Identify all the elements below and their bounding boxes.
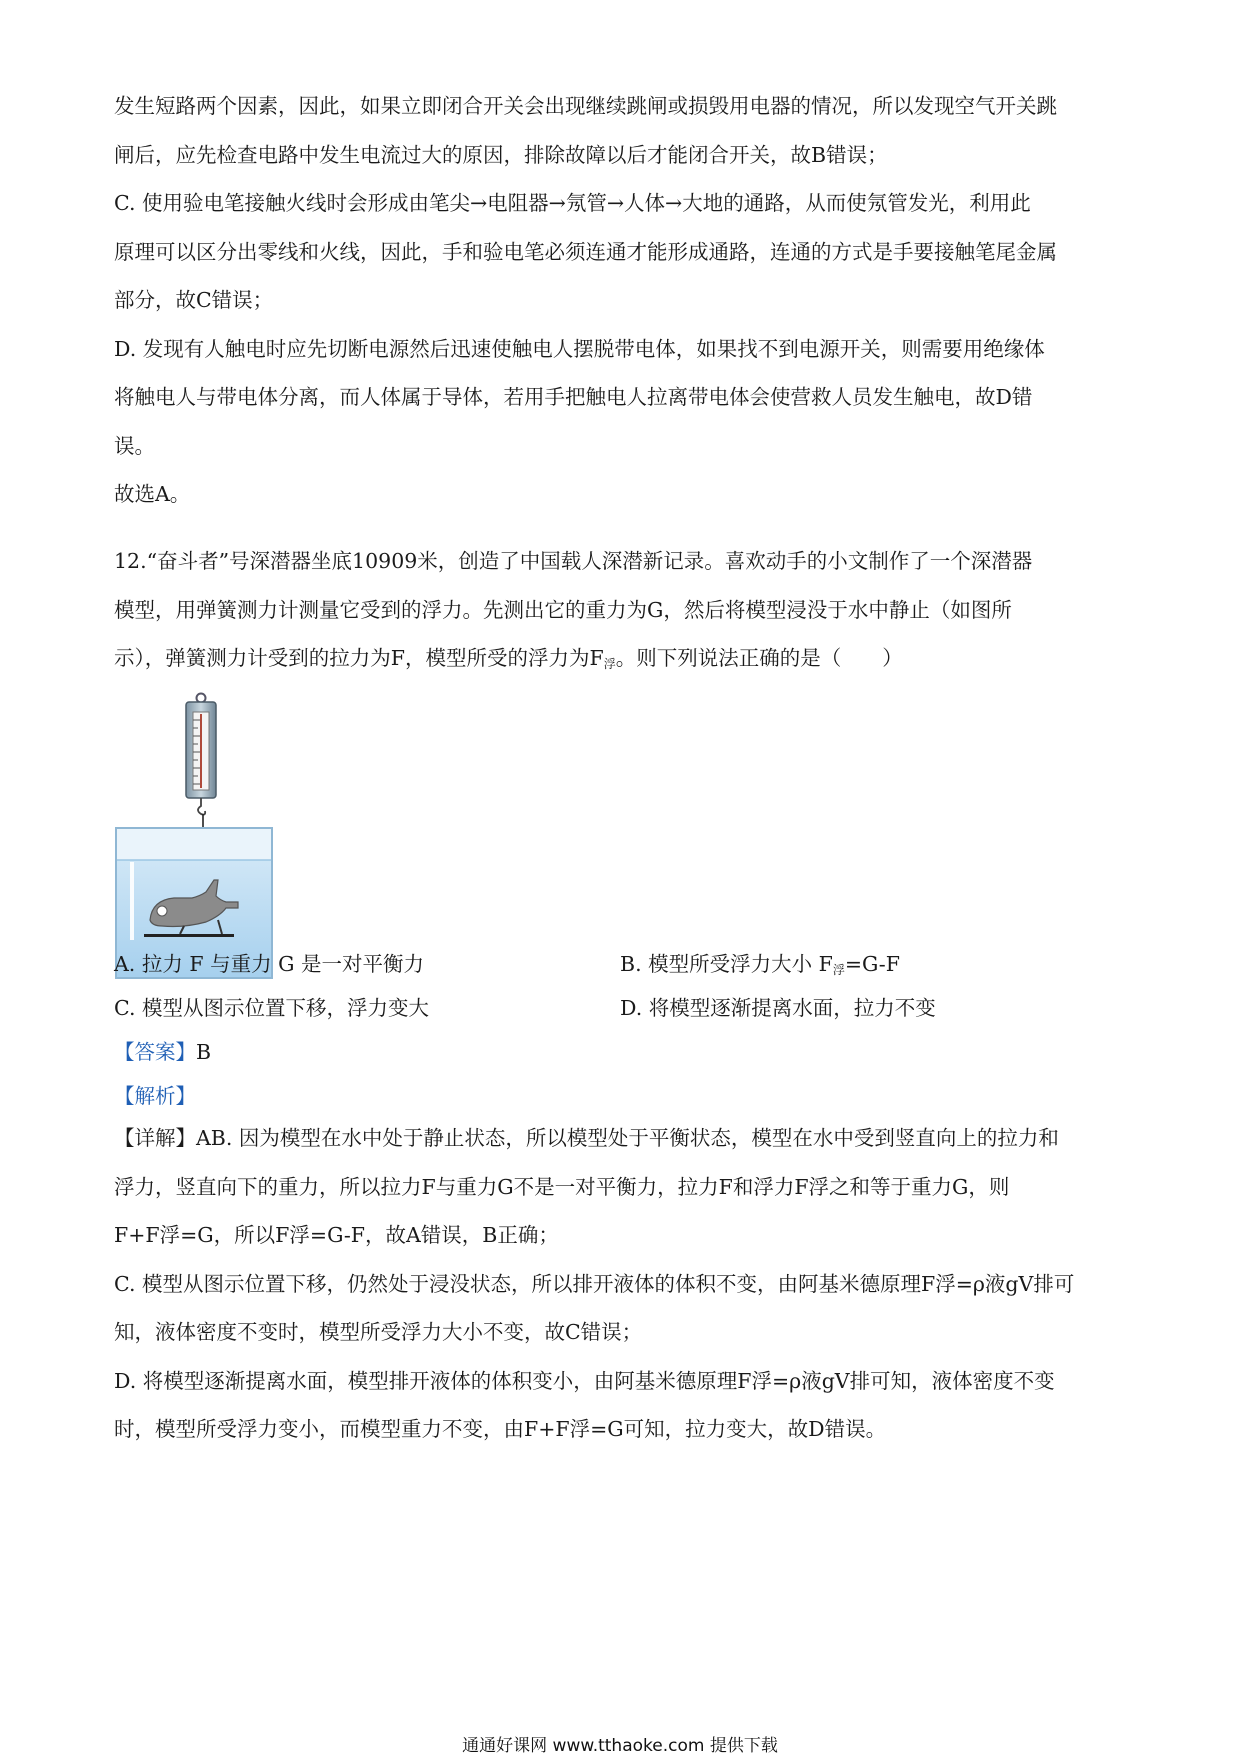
- detail-line: 浮力，竖直向下的重力，所以拉力F与重力G不是一对平衡力，拉力F和浮力F浮之和等于重力G，则: [114, 1174, 1010, 1199]
- previous-solution: [114, 82, 1134, 519]
- question-line: 模型，用弹簧测力计测量它受到的浮力。先测出它的重力为G，然后将模型浸没于水中静止（如图所: [114, 597, 1012, 622]
- text-line: 误。: [114, 433, 155, 458]
- scale-ring: [197, 694, 206, 703]
- option-a: A. 拉力 F 与重力 G 是一对平衡力: [114, 952, 425, 976]
- detail-line: 【详解】AB. 因为模型在水中处于静止状态，所以模型处于平衡状态，模型在水中受到竖直向上的拉力和: [114, 1126, 1059, 1150]
- answer-value: B: [196, 1040, 212, 1064]
- question-line: 示），弹簧测力计受到的拉力为F，模型所受的浮力为$F_浮$。则下列说法正确的是（ ）: [114, 646, 903, 671]
- text-line: D. 发现有人触电时应先切断电源然后迅速使触电人摆脱带电体，如果找不到电源开关，则需要用绝缘体: [114, 336, 1045, 361]
- text-line: 部分，故C错误；: [114, 288, 274, 312]
- analysis-tag: 【解析】: [114, 1084, 196, 1108]
- text-line: 原理可以区分出零线和火线，因此，手和验电笔必须连通才能形成通路，连通的方式是手要接触笔尾金属: [114, 239, 1057, 264]
- question-line: 12.“奋斗者”号深潜器坐底10909米，创造了中国载人深潜新记录。喜欢动手的小文制作了一个深潜器: [114, 549, 1033, 573]
- model-window: [157, 906, 167, 916]
- text-line: C. 使用验电笔接触火线时会形成由笔尖→电阻器→氖管→人体→大地的通路，从而使氖管发光，利用此: [114, 191, 1031, 215]
- option-b: B. 模型所受浮力大小 $F_浮=G-F$: [620, 952, 900, 977]
- model-stand: [144, 934, 234, 937]
- tank-highlight: [130, 862, 134, 940]
- text-line: 将触电人与带电体分离，而人体属于导体，若用手把触电人拉离带电体会使营救人员发生触电，故D错: [114, 385, 1033, 409]
- option-c: C. 模型从图示位置下移，浮力变大: [114, 996, 429, 1020]
- option-d: D. 将模型逐渐提离水面，拉力不变: [620, 996, 936, 1020]
- detail-line: C. 模型从图示位置下移，仍然处于浸没状态，所以排开液体的体积不变，由阿基米德原理F浮=ρ液gV排可: [114, 1271, 1075, 1296]
- answer-tag: 【答案】: [114, 1040, 196, 1064]
- detail-line: F+F浮=G，所以F浮=G-F，故A错误，B正确；: [114, 1223, 559, 1247]
- detail-section: [114, 1114, 1134, 1454]
- question-12: [114, 537, 1134, 689]
- detail-line: D. 将模型逐渐提离水面，模型排开液体的体积变小，由阿基米德原理F浮=ρ液gV排可知，液体密度不变: [114, 1368, 1055, 1393]
- text-line: 发生短路两个因素，因此，如果立即闭合开关会出现继续跳闸或损毁用电器的情况，所以发现空气开关跳: [114, 94, 1057, 118]
- scale-hook: [198, 798, 205, 815]
- answer-line: [114, 1037, 211, 1067]
- detail-line: 时，模型所受浮力变小，而模型重力不变，由F+F浮=G可知，拉力变大，故D错误。: [114, 1417, 887, 1441]
- text-line: 故选A。: [114, 482, 191, 506]
- page-footer: 通通好课网 www.tthaoke.com 提供下载: [462, 1736, 778, 1756]
- detail-line: 知，液体密度不变时，模型所受浮力大小不变，故C错误；: [114, 1320, 643, 1344]
- detail-tag: 【详解】: [114, 1126, 196, 1150]
- text-line: 闸后，应先检查电路中发生电流过大的原因，排除故障以后才能闭合开关，故B错误；: [114, 142, 888, 167]
